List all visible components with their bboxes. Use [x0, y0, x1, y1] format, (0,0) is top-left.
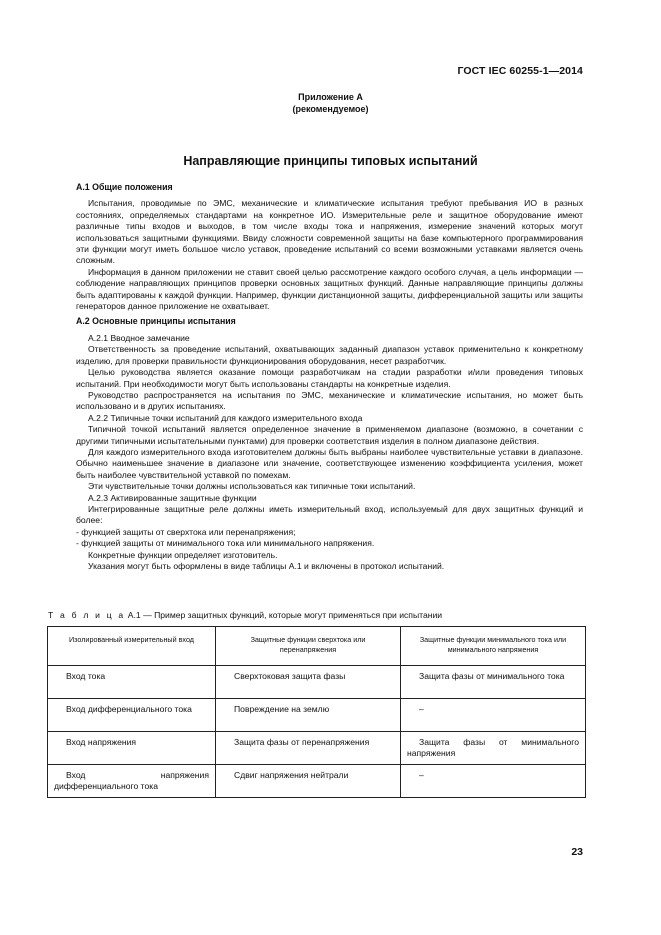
table-cell: Вход тока — [48, 666, 216, 699]
page-number: 23 — [571, 846, 583, 858]
subsection-title: А.2.2 Типичные точки испытаний для каждого измерительного входа — [88, 412, 363, 423]
table-row — [48, 699, 586, 732]
table-cell: Сдвиг напряжения нейтрали — [216, 765, 401, 798]
table-row — [48, 666, 586, 699]
document-body — [76, 182, 583, 572]
page-title: Направляющие принципы типовых испытаний — [183, 154, 478, 168]
table-caption-prefix: Т а б л и ц а — [48, 610, 126, 620]
table-cell: – — [401, 765, 586, 798]
table-header-row — [48, 627, 586, 666]
table-caption — [48, 610, 442, 620]
table-cell: Защита фазы от минимального напряжения — [401, 732, 586, 765]
subsection-title: А.2.1 Вводное замечание — [88, 332, 190, 343]
table-cell: Сверхтоковая защита фазы — [216, 666, 401, 699]
section-a2-heading: А.2 Основные принципы испытания — [76, 316, 236, 327]
paragraph: Эти чувствительные точки должны использоваться как типичные токи испытаний. — [88, 481, 416, 492]
paragraph: Информация в данном приложении не ставит своей целью рассмотрение каждого особого случая, а цель информации — соблюдение направляющих принципов проверки основных защитных функций. Данные направляющие принципы должны быть адаптированы к каждой функции. Например, функции дистанционной защиты, дифференциальной защиты или защиты генераторов данное приложение не охватывает. — [76, 266, 583, 312]
paragraph: Испытания, проводимые по ЭМС, механические и климатические испытания требуют пребывания ИО в разных состояниях, определяемых стандартами на конкретное ИО. Измерительные реле и защитное оборудование имеют различные типы входов и выходов, в том числе входы тока и напряжения, измерение значений которых могут использоваться защитными функциями. Ввиду сложности современной защиты на базе компьютерного программирования эти функции могут иметь большое число уставок, проведение испытаний со всеми возможными уставками является очень сложным. — [76, 198, 583, 266]
list-item: - функцией защиты от минимального тока или минимального напряжения. — [76, 538, 375, 549]
table-cell: Вход дифференциального тока — [48, 699, 216, 732]
paragraph: Целью руководства является оказание помощи разработчикам на стадии разработки и/или проведения типовых испытаний. При необходимости могут быть использованы стандарты на конкретные изделия. — [76, 367, 583, 389]
table-cell: Защита фазы от минимального тока — [401, 666, 586, 699]
subsection-title: А.2.3 Активированные защитные функции — [88, 492, 257, 503]
table-row — [48, 732, 586, 765]
protection-functions-table — [47, 626, 586, 798]
table-caption-text: А.1 — Пример защитных функций, которые могут применяться при испытании — [127, 610, 443, 620]
list-item: - функцией защиты от сверхтока или перенапряжения; — [76, 526, 296, 537]
standard-designation: ГОСТ IEC 60255-1—2014 — [457, 65, 583, 77]
paragraph: Конкретные функции определяет изготовитель. — [88, 549, 278, 560]
paragraph: Для каждого измерительного входа изготовителем должны быть выбраны наиболее чувствительные уставки в диапазоне. Обычно наименьшее значение в диапазоне или значение, соответствующее изменению коэффициента усиления, может быть наиболее чувствительной уставкой по помехам. — [76, 446, 583, 480]
table-cell: Вход напряжения дифференциального тока — [48, 765, 216, 798]
paragraph: Указания могут быть оформлены в виде таблицы А.1 и включены в протокол испытаний. — [88, 561, 445, 571]
column-header: Защитные функции минимального тока или минимального напряжения — [401, 627, 586, 666]
table-cell: Защита фазы от перенапряжения — [216, 732, 401, 765]
annex-type: (рекомендуемое) — [292, 104, 369, 114]
column-header: Защитные функции сверхтока или перенапряжения — [216, 627, 401, 666]
annex-label: Приложение А — [298, 92, 363, 102]
table-row — [48, 765, 586, 798]
paragraph: Ответственность за проведение испытаний, охватывающих заданный диапазон уставок применительно к конкретному изделию, для проверки правильности функционирования оборудования, несет разработчик. — [76, 344, 583, 366]
table-cell: Вход напряжения — [48, 732, 216, 765]
table-cell: – — [401, 699, 586, 732]
section-a1-heading: А.1 Общие положения — [76, 182, 173, 192]
paragraph: Интегрированные защитные реле должны иметь измерительный вход, используемый для двух защитных функций и более: — [76, 503, 583, 526]
column-header: Изолированный измерительный вход — [48, 627, 216, 666]
paragraph: Руководство распространяется на испытания по ЭМС, механические и климатические испытания, но может быть использовано и в других испытаниях. — [76, 389, 583, 412]
paragraph: Типичной точкой испытаний является определенное значение в применяемом диапазоне (возможно, в сочетании с другими типичными испытательными пунктами) для проверки соответствия изделия в полном диапазоне действия. — [76, 424, 583, 446]
table-cell: Повреждение на землю — [216, 699, 401, 732]
